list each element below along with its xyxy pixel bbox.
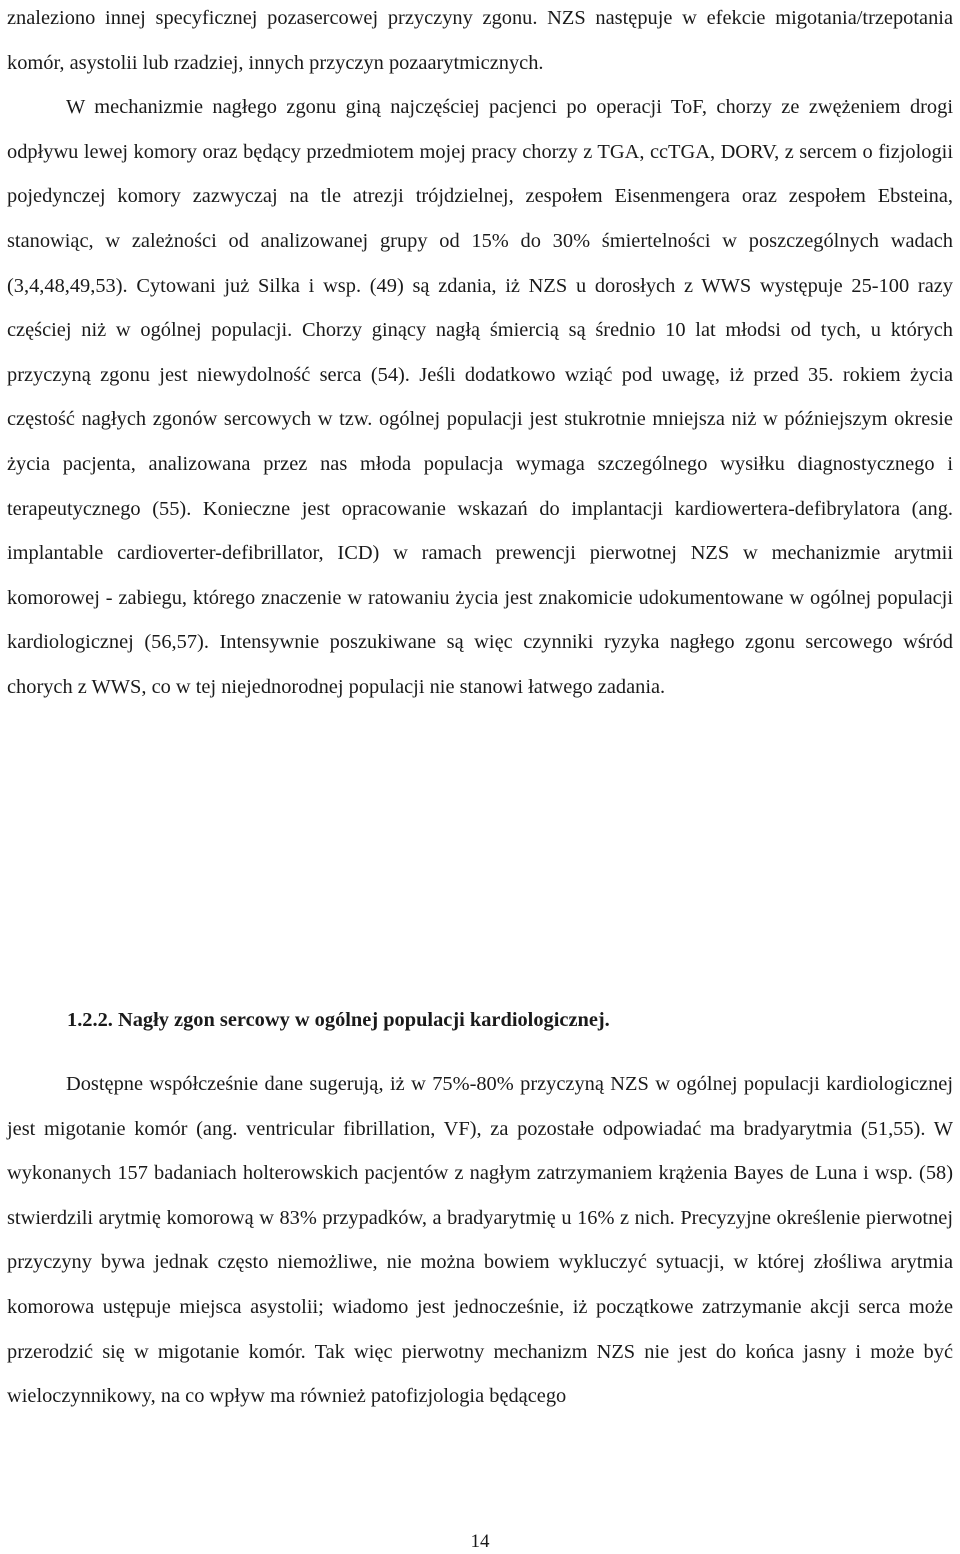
- paragraph-continuation: znaleziono innej specyficznej pozasercowej przyczyny zgonu. NZS następuje w efekcie migotania/trzepotania komór, asystolii lub rzadziej, innych przyczyn pozaarytmicznych.: [7, 7, 953, 74]
- paragraph-general-population: Dostępne współcześnie dane sugerują, iż w 75%-80% przyczyną NZS w ogólnej populacji kardiologicznej jest migotanie komór (ang. ventricular fibrillation, VF), za pozostałe odpowiadać ma bradyarytmia (51,55). W wykonanych 157 badaniach holterowskich pacjentów z nagłym zatrzymaniem krążenia Bayes de Luna i wsp. (58) stwierdzili arytmię komorową w 83% przypadków, a bradyarytmię u 16% z nich. Precyzyjne określenie pierwotnej przyczyny bywa jednak często niemożliwe, nie można bowiem wykluczyć sytuacji, w której złośliwa arytmia komorowa ustępuje miejsca asystolii; wiadomo jest jednocześnie, iż początkowe zatrzymanie akcji serca może przerodzić się w migotanie komór. Tak więc pierwotny mechanizm NZS nie jest do końca jasny i może być wieloczynnikowy, na co wpływ ma również patofizjologia będącego: [7, 1073, 953, 1408]
- section-heading: 1.2.2. Nagły zgon sercowy w ogólnej populacji kardiologicznej.: [67, 1009, 610, 1031]
- paragraph-sudden-death-mechanism: W mechanizmie nagłego zgonu giną najczęściej pacjenci po operacji ToF, chorzy ze zwężeniem drogi odpływu lewej komory oraz będący przedmiotem mojej pracy chorzy z TGA, ccTGA, DORV, z sercem o fizjologii pojedynczej komory zazwyczaj na tle atrezji trójdzielnej, zespołem Eisenmengera oraz zespołem Ebsteina, stanowiąc, w zależności od analizowanej grupy od 15% do 30% śmiertelności w poszczególnych wadach (3,4,48,49,53). Cytowani już Silka i wsp. (49) są zdania, iż NZS u dorosłych z WWS występuje 25-100 razy częściej niż w ogólnej populacji. Chorzy ginący nagłą śmiercią są średnio 10 lat młodsi od tych, u których przyczyną zgonu jest niewydolność serca (54). Jeśli dodatkowo wziąć pod uwagę, iż przed 35. rokiem życia częstość nagłych zgonów sercowych w tzw. ogólnej populacji jest stukrotnie mniejsza niż w późniejszym okresie życia pacjenta, analizowana przez nas młoda populacja wymaga szczególnego wysiłku diagnostycznego i terapeutycznego (55). Konieczne jest opracowanie wskazań do implantacji kardiowertera-defibrylatora (ang. implantable cardioverter-defibrillator, ICD) w ramach prewencji pierwotnej NZS w mechanizmie arytmii komorowej - zabiegu, którego znaczenie w ratowaniu życia jest znakomicie udokumentowane w ogólnej populacji kardiologicznej (56,57). Intensywnie poszukiwane są więc czynniki ryzyka nagłego zgonu sercowego wśród chorych z WWS, co w tej niejednorodnej populacji nie stanowi łatwego zadania.: [7, 96, 953, 698]
- document-page: [7, 0, 953, 1408]
- page-number: 14: [470, 1531, 490, 1552]
